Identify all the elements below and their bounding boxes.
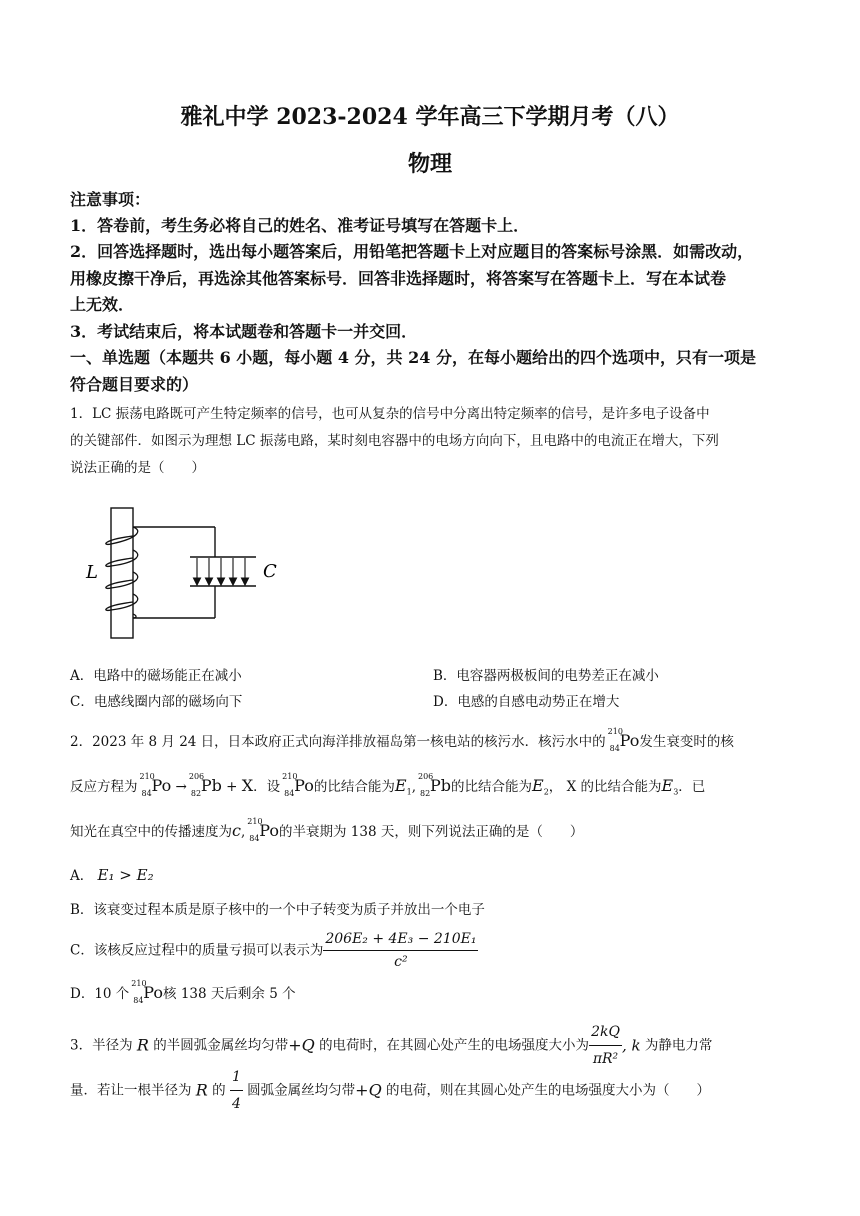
q2-option-a: A． E₁ > E₂ <box>70 866 154 884</box>
exam-title: 雅礼中学 2023-2024 学年高三下学期月考（八） <box>180 104 680 130</box>
q1-line-3: 说法正确的是（ ） <box>70 460 205 476</box>
notice-heading: 注意事项： <box>70 190 151 209</box>
notice-item-3: 3．考试结束后，将本试题卷和答题卡一并交回． <box>70 322 418 341</box>
section-heading-a: 一、单选题（本题共 6 小题，每小题 4 分，共 24 分，在每小题给出的四个选项中，只有一项是 <box>70 348 756 367</box>
q3-line-1: 3．半径为 R 的半圆弧金属丝均匀带+Q 的电荷时，在其圆心处产生的电场强度大小为 $\frac{2kQ}{\text{πR²}}$ , k 为静电力常 <box>70 1019 795 1072</box>
capacitor-label: C <box>263 561 277 582</box>
subject-title: 物理 <box>407 151 452 177</box>
inductor-label: L <box>86 562 98 583</box>
po-nuclide: 210 84 Po <box>607 727 640 753</box>
q3-line-2: 量．若让一根半径为 R 的 $\frac{1}{4}$ 圆弧金属丝均匀带+Q 的电荷，则在其圆心处产生的电场强度大小为（ ） <box>70 1064 795 1117</box>
notice-item-2c: 上无效． <box>70 295 135 314</box>
notice-item-2a: 2．回答选择题时，选出每小题答案后，用铅笔把答题卡上对应题目的答案标号涂黑．如需改动， <box>70 242 754 261</box>
q1-line-2: 的关键部件．如图示为理想 LC 振荡电路，某时刻电容器中的电场方向向下，且电路中的电流正在增大，下列 <box>70 433 719 449</box>
q2-option-b: B．该衰变过程本质是原子核中的一个中子转变为质子并放出一个电子 <box>70 902 485 918</box>
notice-item-1: 1．答卷前，考生务必将自己的姓名、准考证号填写在答题卡上． <box>70 216 530 235</box>
q2-line-1: 2．2023 年 8 月 24 日，日本政府正式向海洋排放福岛第一核电站的核污水．核污水中的 210 84 Po发生衰变时的核 <box>70 727 734 753</box>
q2-line-2: 反应方程为 210 84 Po → 206 82 Pb + X．设 210 84 Po的比结合能为$E_1$, 206 82 Pb的比结合能为$E_2$， X 的比结合能为$E_3$．已 <box>70 772 706 798</box>
q1-line-1: 1．LC 振荡电路既可产生特定频率的信号，也可从复杂的信号中分离出特定频率的信号，是许多电子设备中 <box>70 406 710 422</box>
q1-option-c: C．电感线圈内部的磁场向下 <box>70 694 243 710</box>
lc-circuit-diagram <box>80 500 280 645</box>
q2-option-d: D．10 个 210 84 Po核 138 天后剩余 5 个 <box>70 979 296 1005</box>
q1-option-a: A．电路中的磁场能正在减小 <box>70 668 242 684</box>
q1-option-b: B．电容器两极板间的电势差正在减小 <box>433 668 659 684</box>
q2-option-c: C．该核反应过程中的质量亏损可以表示为 $\frac{\text{206E₂ + 4E₃ − 210E₁}}{\text{c²}}$ <box>70 928 478 973</box>
q1-option-d: D．电感的自感电动势正在增大 <box>433 694 620 710</box>
notice-item-2b: 用橡皮擦干净后，再选涂其他答案标号．回答非选择题时，将答案写在答题卡上．写在本试卷 <box>70 269 727 288</box>
section-heading-b: 符合题目要求的） <box>70 375 199 394</box>
q2-line-3: 知光在真空中的传播速度为c, 210 84 Po的半衰期为 138 天，则下列说法正确的是（ ） <box>70 817 584 843</box>
